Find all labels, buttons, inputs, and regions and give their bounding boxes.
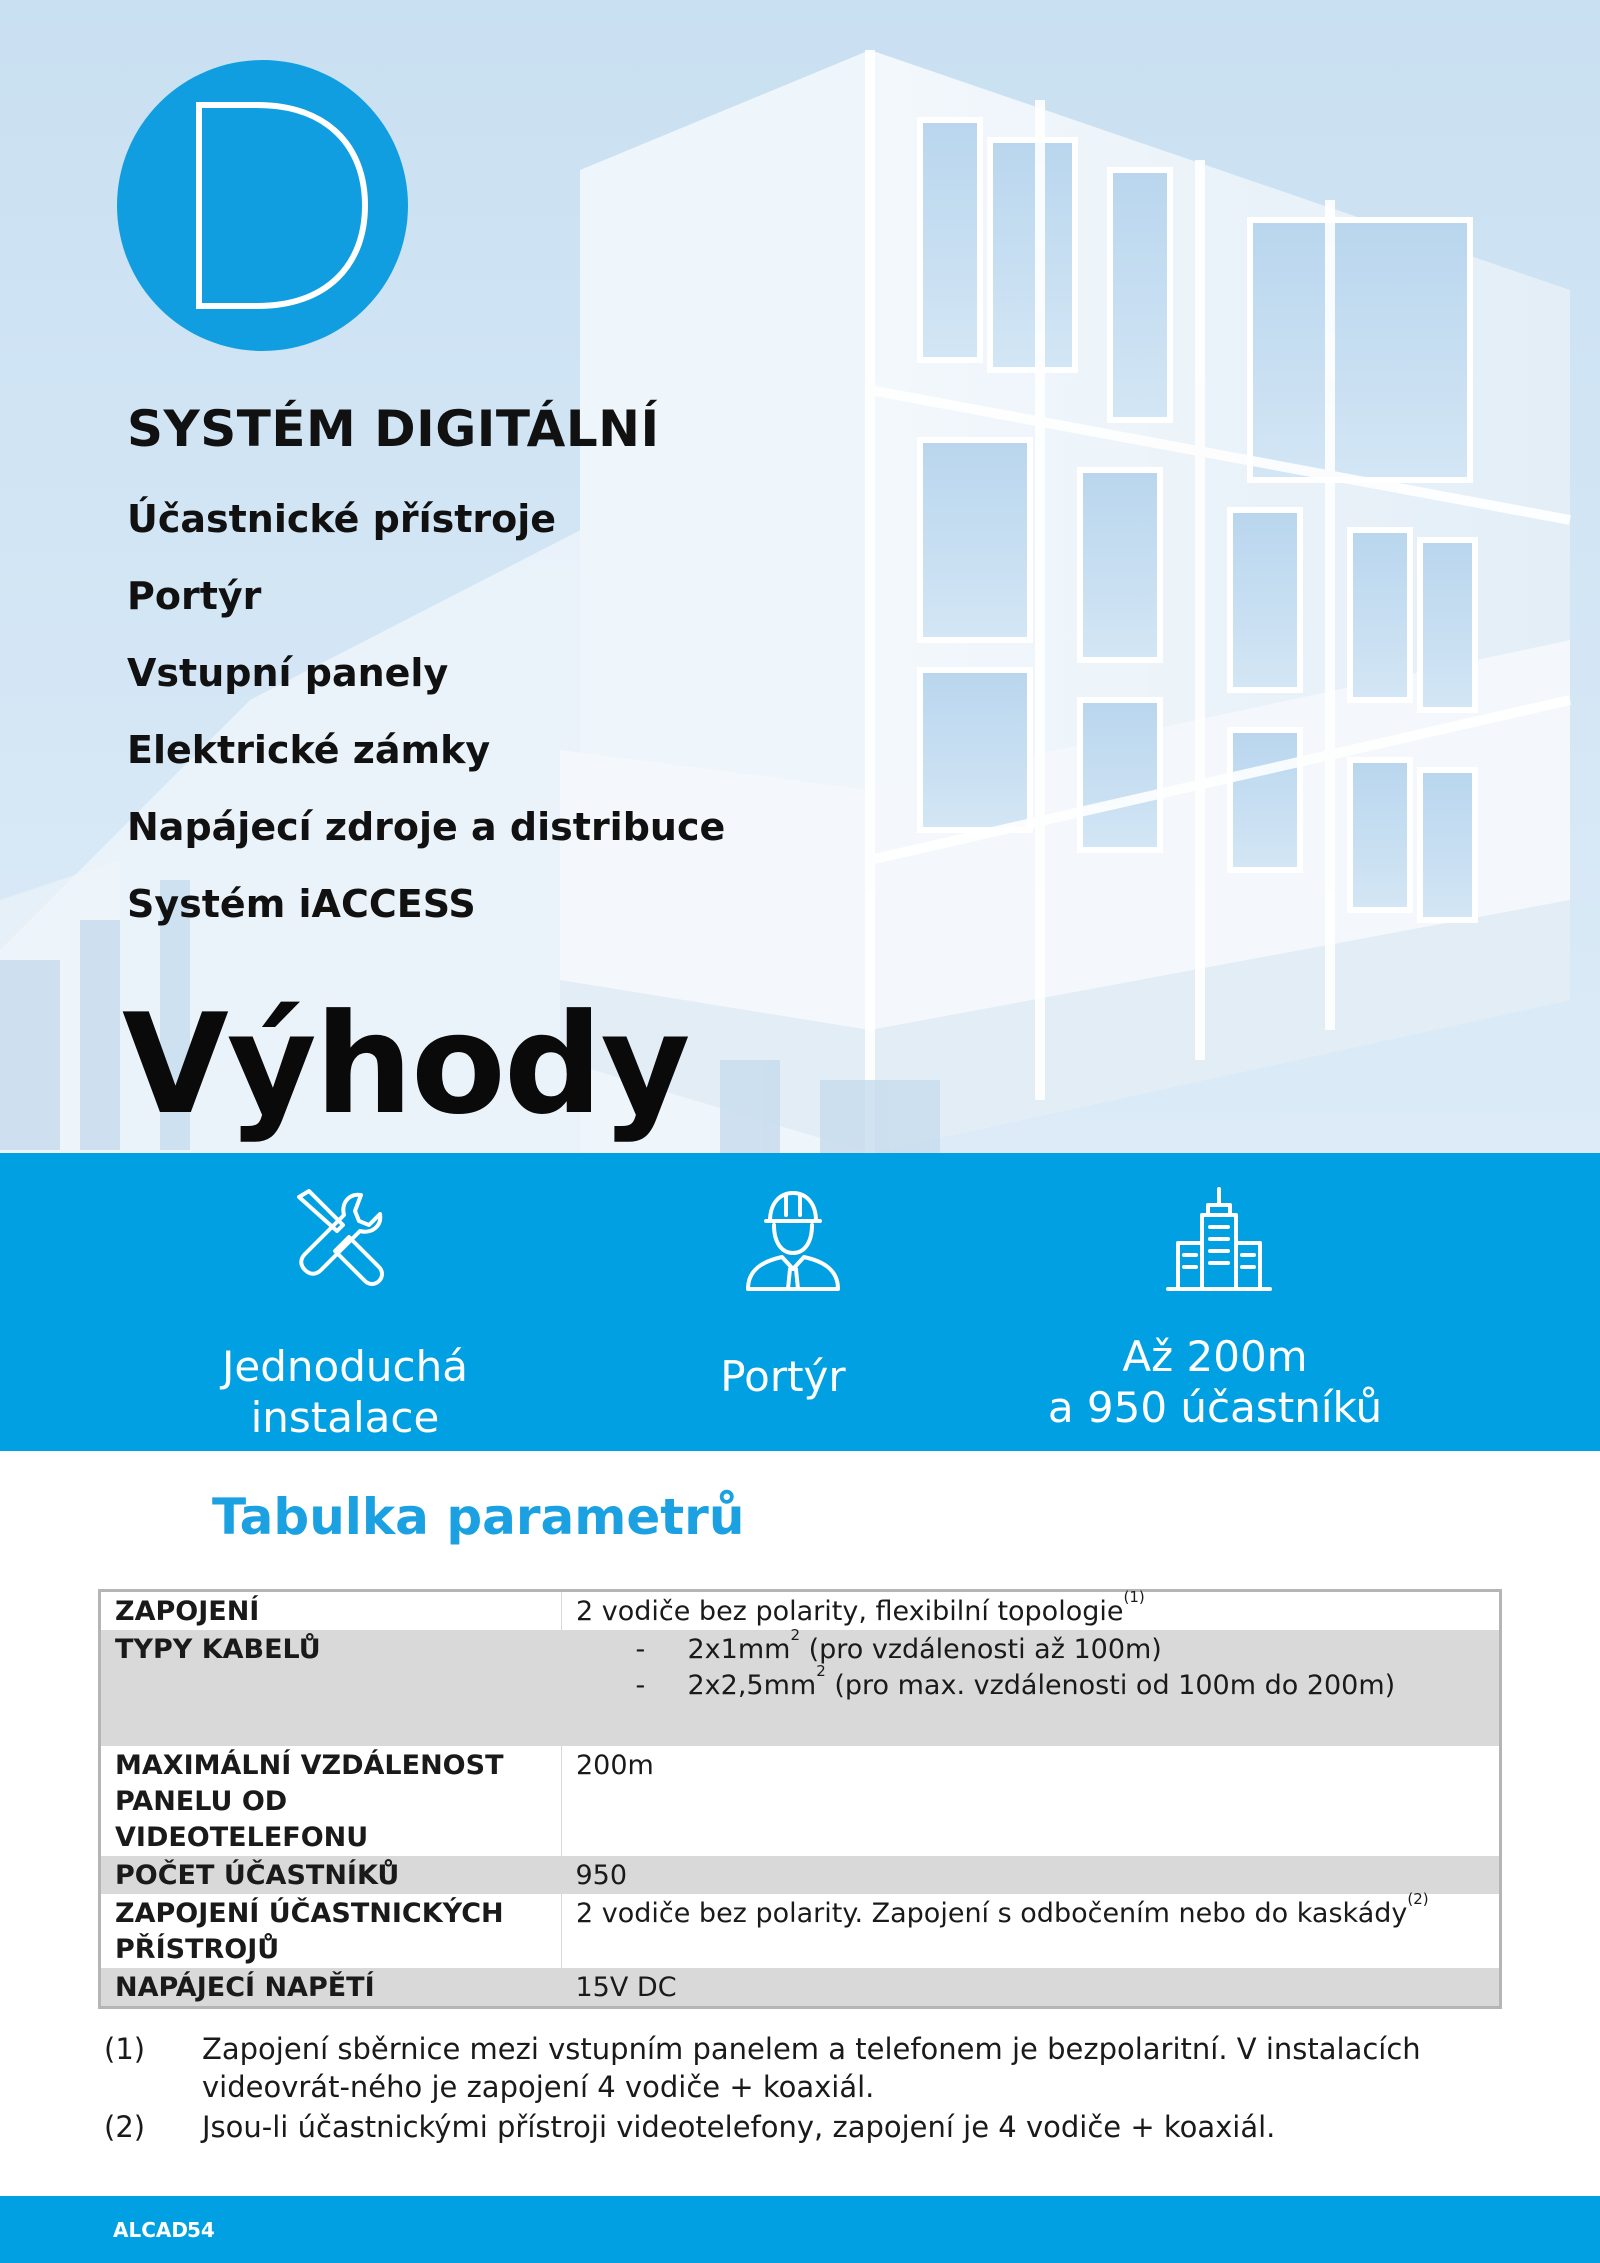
category-porter[interactable]: Portýr	[127, 574, 262, 618]
benefits-heading: Výhody	[122, 984, 689, 1145]
footnote-text: Jsou-li účastnickými přístroji videotelefony, zapojení je 4 vodiče + koaxiál.	[202, 2110, 1276, 2144]
row-key: ZAPOJENÍ ÚČASTNICKÝCH PŘÍSTROJŮ	[100, 1894, 562, 1968]
tools-icon	[291, 1185, 401, 1295]
footnotes	[104, 2030, 1504, 2148]
footnote-ref[interactable]: (1)	[1123, 1588, 1145, 1606]
parameters-table-title: Tabulka parametrů	[212, 1488, 745, 1546]
benefits-band	[0, 1153, 1600, 1451]
row-key: NAPÁJECÍ NAPĚTÍ	[100, 1968, 562, 2008]
row-value: 200m	[562, 1746, 1501, 1856]
category-iaccess[interactable]: Systém iACCESS	[127, 882, 476, 926]
category-electric-locks[interactable]: Elektrické zámky	[127, 728, 491, 772]
worker-icon	[738, 1185, 848, 1295]
category-entrance-panels[interactable]: Vstupní panely	[127, 651, 449, 695]
footnote-number: (1)	[104, 2032, 146, 2066]
page-footer	[0, 2196, 1600, 2263]
footer-brand: ALCAD	[113, 2218, 188, 2242]
benefit-label-line1: Jednoduchá	[222, 1342, 468, 1391]
table-row	[100, 1894, 1501, 1968]
footnote-number: (2)	[104, 2110, 146, 2144]
category-subscriber-devices[interactable]: Účastnické přístroje	[127, 497, 557, 541]
letter-d-logo	[117, 60, 408, 351]
system-logo	[117, 60, 408, 351]
footnote-2	[104, 2108, 1504, 2146]
table-row	[100, 1630, 1501, 1746]
list-item: - $2x2,5mm^2$ (pro max. vzdálenosti od 100m do 200m)	[635, 1662, 1396, 1701]
list-item: - $2x1mm^2$ (pro vzdálenosti až 100m)	[635, 1626, 1162, 1665]
cable-types-list	[576, 1626, 1486, 1704]
footnote-1	[104, 2030, 1504, 2106]
benefit-label-line2: instalace	[250, 1393, 440, 1442]
row-value: 950	[562, 1856, 1501, 1894]
table-row	[100, 1856, 1501, 1894]
category-power-supplies[interactable]: Napájecí zdroje a distribuce	[127, 805, 726, 849]
product-category-list	[127, 492, 725, 954]
row-key: MAXIMÁLNÍ VZDÁLENOST PANELU OD VIDEOTELEFONU	[100, 1746, 562, 1856]
parameters-table	[98, 1589, 1502, 2009]
system-title: SYSTÉM DIGITÁLNÍ	[127, 400, 660, 458]
table-row	[100, 1591, 1501, 1631]
page-number: 54	[187, 2218, 215, 2242]
row-value: 2 vodiče bez polarity. Zapojení s odbočením nebo do kaskády$^{(2)}$	[562, 1894, 1501, 1968]
row-value: 15V DC	[562, 1968, 1501, 2008]
row-key: ZAPOJENÍ	[100, 1591, 562, 1631]
benefit-label-line1: Portýr	[720, 1352, 846, 1401]
building-icon	[1164, 1185, 1274, 1295]
benefit-label-line2: a 950 účastníků	[1047, 1383, 1383, 1432]
footnote-text: Zapojení sběrnice mezi vstupním panelem a telefonem je bezpolaritní. V instalacích videovrát-ného je zapojení 4 vodiče + koaxiál.	[202, 2032, 1421, 2104]
benefit-label-line1: Až 200m	[1122, 1332, 1308, 1381]
row-value	[562, 1626, 1501, 1746]
row-key: POČET ÚČASTNÍKŮ	[100, 1856, 562, 1894]
row-value: 2 vodiče bez polarity, flexibilní topologie$^{(1)}$	[562, 1591, 1501, 1631]
table-row	[100, 1968, 1501, 2008]
footnote-ref[interactable]: (2)	[1407, 1890, 1429, 1908]
row-key: TYPY KABELŮ	[100, 1630, 562, 1746]
table-row	[100, 1746, 1501, 1856]
